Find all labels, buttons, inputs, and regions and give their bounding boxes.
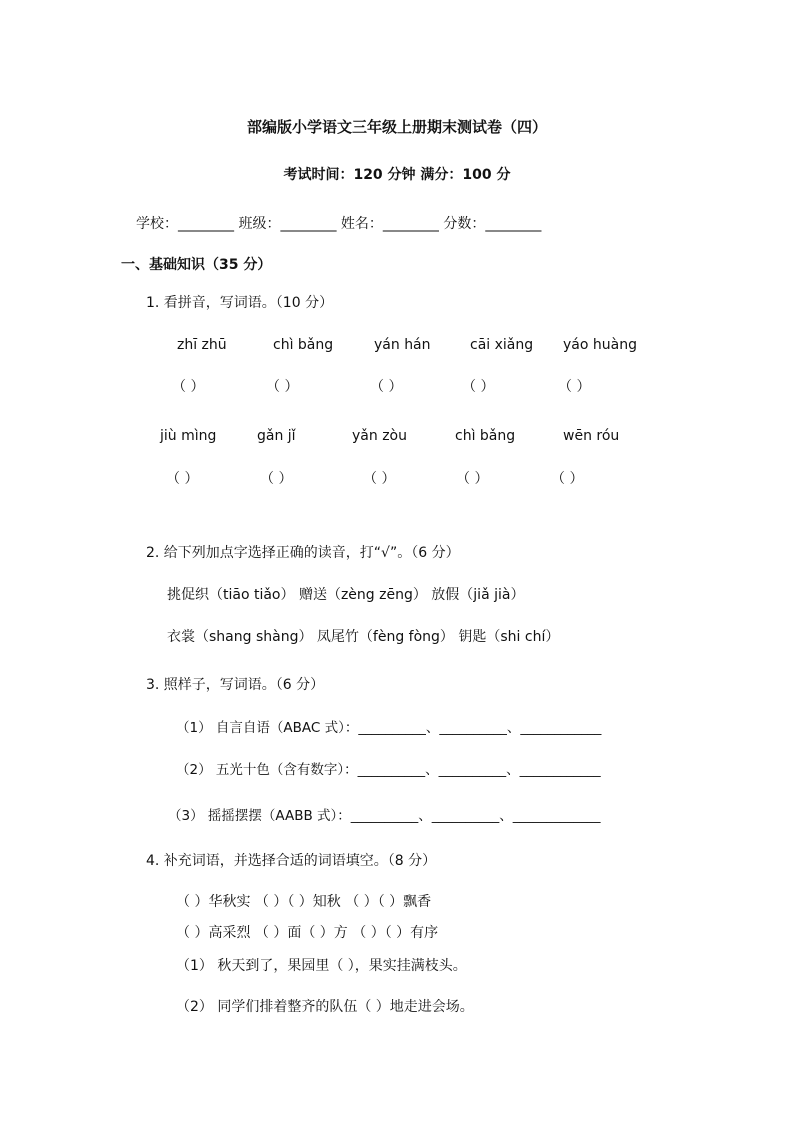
pattern-item: （2） 五光十色（含有数字）：__________、__________、____________ <box>176 762 601 778</box>
answer-blank[interactable]: （ ） <box>551 471 584 487</box>
idiom-line-1: （ ）华秋实 （ ）（ ）知秋 （ ）（ ）飘香 <box>176 894 432 910</box>
page-title: 部编版小学语文三年级上册期末测试卷（四） <box>246 118 547 136</box>
question-4-title: 4. 补充词语，并选择合适的词语填空。（8 分） <box>146 853 437 869</box>
pinyin-item: gǎn jǐ <box>257 428 296 444</box>
answer-blank[interactable]: （ ） <box>166 471 199 487</box>
pattern-item: （1） 自言自语（ABAC 式）：__________、__________、____________ <box>176 720 602 736</box>
pinyin-item: zhī zhū <box>177 337 227 353</box>
fill-sentence-1: （1） 秋天到了，果园里（ ），果实挂满枝头。 <box>176 958 467 974</box>
section-heading: 一、基础知识（35 分） <box>121 257 272 273</box>
pinyin-item: chì bǎng <box>273 337 334 353</box>
answer-blank[interactable]: （ ） <box>370 379 403 395</box>
pinyin-item: wēn róu <box>563 428 620 444</box>
answer-blank[interactable]: （ ） <box>462 379 495 395</box>
answer-blank[interactable]: （ ） <box>260 471 293 487</box>
student-info-line: 学校：________ 班级：________ 姓名：________ 分数：________ <box>136 216 542 232</box>
pinyin-item: chì bǎng <box>455 428 516 444</box>
pinyin-item: yǎn zòu <box>352 428 407 444</box>
answer-blank[interactable]: （ ） <box>456 471 489 487</box>
pinyin-item: yán hán <box>374 337 431 353</box>
exam-info: 考试时间：120 分钟 满分：100 分 <box>283 167 511 183</box>
answer-blank[interactable]: （ ） <box>363 471 396 487</box>
answer-blank[interactable]: （ ） <box>266 379 299 395</box>
idiom-line-2: （ ）高采烈 （ ）面（ ）方 （ ）（ ）有序 <box>176 925 439 941</box>
answer-blank[interactable]: （ ） <box>558 379 591 395</box>
pronunciation-line-1: 挑促织（tiāo tiǎo） 赠送（zèng zēng） 放假（jiǎ jià） <box>167 587 525 603</box>
pinyin-item: cāi xiǎng <box>470 337 534 353</box>
fill-sentence-2: （2） 同学们排着整齐的队伍（ ）地走进会场。 <box>176 999 474 1015</box>
pinyin-item: yáo huàng <box>563 337 637 353</box>
pinyin-item: jiù mìng <box>160 428 217 444</box>
question-2-title: 2. 给下列加点字选择正确的读音，打“√”。（6 分） <box>146 545 460 561</box>
pronunciation-line-2: 衣裳（shang shàng） 凤尾竹（fèng fòng） 钥匙（shi chí） <box>167 629 560 645</box>
question-1-title: 1. 看拼音，写词语。（10 分） <box>146 295 334 311</box>
answer-blank[interactable]: （ ） <box>172 379 205 395</box>
question-3-title: 3. 照样子，写词语。（6 分） <box>146 677 325 693</box>
pattern-item: （3） 摇摇摆摆（AABB 式）：__________、__________、_____________ <box>168 808 601 824</box>
